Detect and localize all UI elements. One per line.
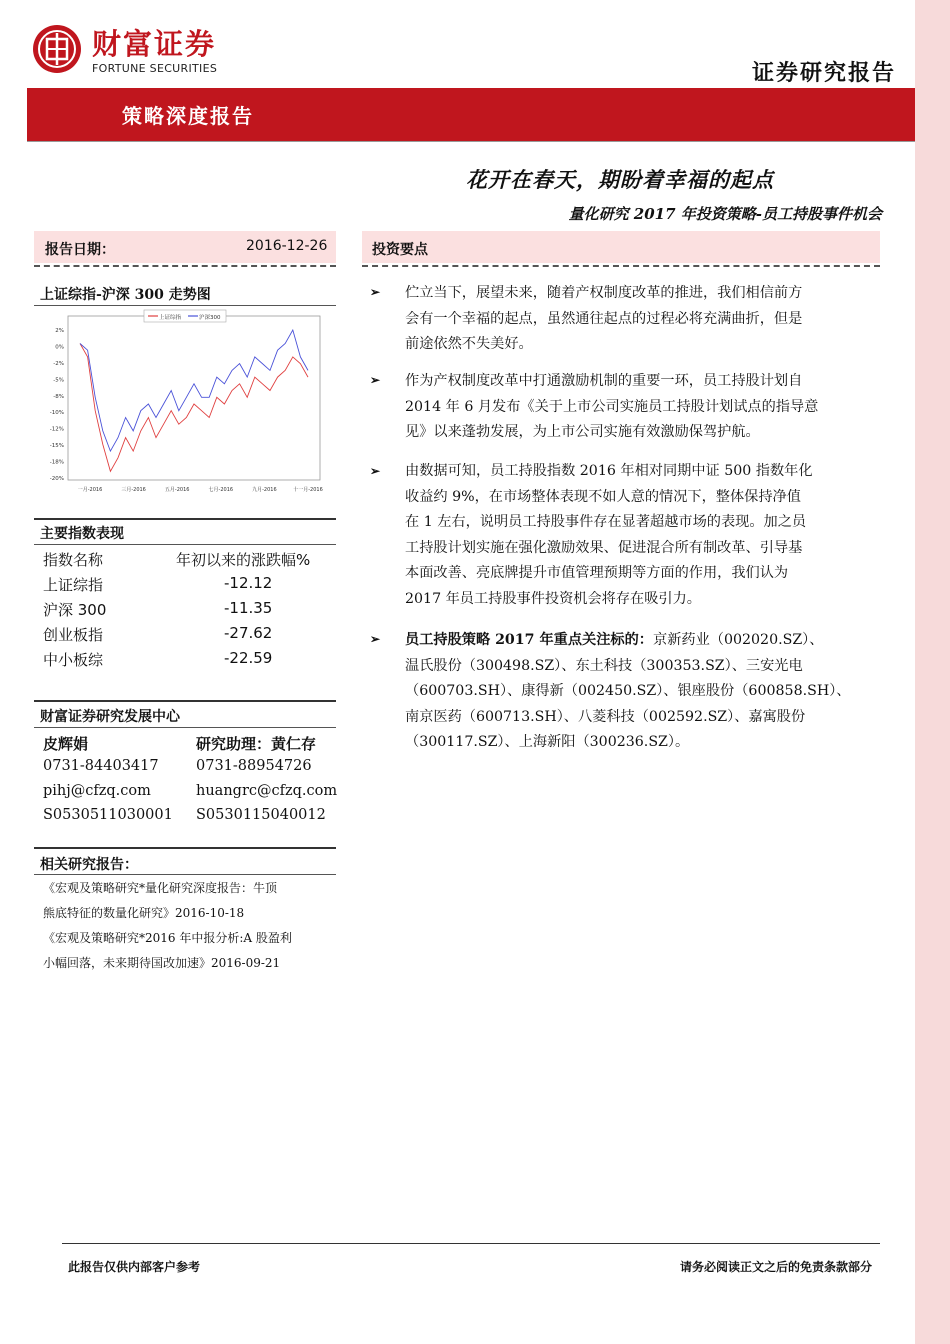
bullet-arrow-icon: ➢ — [370, 464, 381, 478]
y-tick-label: -5% — [53, 377, 64, 384]
text-line: 会有一个幸福的起点，虽然通往起点的过程必将充满曲折，但是 — [405, 310, 803, 327]
report-date-value: 2016-12-26 — [246, 238, 328, 254]
text-line: （300117.SZ）、上海新阳（300236.SZ）。 — [405, 734, 690, 750]
y-tick-label: 0% — [55, 344, 64, 351]
related-line[interactable]: 熊底特征的数量化研究》2016-10-18 — [43, 906, 245, 920]
chart-heading: 上证综指-沪深 300 走势图 — [40, 287, 211, 303]
related-list — [43, 876, 335, 976]
assistant-license: S0530115040012 — [196, 807, 326, 823]
text-line: 见》以来蓬勃发展，为上市公司实施有效激励保驾护航。 — [405, 424, 760, 440]
assistant-name: 研究助理：黄仁存 — [196, 735, 317, 753]
bullet-arrow-icon: ➢ — [370, 285, 381, 299]
index-change: -12.12 — [224, 574, 273, 592]
page-edge-strip — [915, 0, 950, 1344]
divider — [34, 518, 336, 520]
y-tick-label: -10% — [49, 410, 64, 417]
y-tick-label: 2% — [55, 328, 64, 334]
index-change: -22.59 — [224, 649, 273, 667]
footer-left: 此报告仅供内部客户参考 — [68, 1260, 201, 1274]
legend-label-hs300: 沪深300 — [199, 315, 221, 321]
related-line[interactable]: 《宏观及策略研究*量化研究深度报告：牛顶 — [43, 881, 278, 895]
focus-stocks-label: 员工持股策略 2017 年重点关注标的： — [405, 632, 653, 648]
x-tick-label: 七月-2016 — [208, 487, 234, 493]
divider — [34, 305, 336, 306]
banner-underline — [27, 141, 915, 142]
y-tick-label: -15% — [49, 443, 64, 450]
banner-label: 策略深度报告 — [122, 104, 254, 128]
key-point-3 — [405, 459, 873, 612]
report-type: 证券研究报告 — [751, 60, 896, 86]
key-point-2 — [405, 369, 873, 446]
text-line: 南京医药（600713.SH）、八菱科技（002592.SZ）、嘉寓股份 — [405, 708, 806, 725]
footer-rule — [62, 1243, 880, 1244]
divider — [34, 727, 336, 728]
divider — [34, 544, 336, 545]
y-tick-label: -2% — [53, 360, 64, 367]
divider — [362, 265, 880, 267]
brand-name-cn: 财富证券 — [92, 27, 217, 61]
text-line: 温氏股份（300498.SZ）、东土科技（300353.SZ）、三安光电 — [405, 657, 803, 674]
analyst-phone: 0731-84403417 — [43, 758, 159, 774]
assistant-phone: 0731-88954726 — [196, 758, 312, 774]
text-line: 工持股计划实施在强化激励效果、促进混合所有制改革、引导基 — [405, 539, 803, 556]
x-tick-label: 五月-2016 — [164, 487, 190, 493]
text-line: 2017 年员工持股事件投资机会将存在吸引力。 — [405, 590, 701, 607]
index-name: 创业板指 — [43, 626, 104, 644]
text-line: 2014 年 6 月发布《关于上市公司实施员工持股计划试点的指导意 — [405, 398, 819, 415]
analyst-name: 皮辉娟 — [43, 735, 89, 753]
legend-label-sh: 上证综指 — [159, 315, 182, 321]
assistant-email[interactable]: huangrc@cfzq.com — [196, 783, 338, 799]
related-line[interactable]: 小幅回落，未来期待国改加速》2016-09-21 — [43, 956, 281, 970]
divider — [34, 847, 336, 849]
index-change: -11.35 — [224, 599, 273, 617]
text-line: 伫立当下，展望未来，随着产权制度改革的推进，我们相信前方 — [405, 285, 803, 301]
divider — [34, 700, 336, 702]
index-name: 沪深 300 — [43, 601, 107, 619]
index-name: 上证综指 — [43, 576, 104, 594]
analyst-email[interactable]: pihj@cfzq.com — [43, 783, 151, 799]
text-line: （600703.SH）、康得新（002450.SZ）、银座股份（600858.SH）、 — [405, 683, 851, 699]
footer-right: 请务必阅读正文之后的免责条款部分 — [679, 1260, 872, 1274]
x-tick-label: 九月-2016 — [252, 487, 277, 493]
index-col-name-header: 指数名称 — [43, 551, 104, 569]
y-tick-label: -8% — [53, 393, 64, 400]
bullet-arrow-icon: ➢ — [370, 632, 381, 646]
brand-name-en: FORTUNE SECURITIES — [92, 62, 218, 75]
divider — [34, 265, 336, 267]
text-line: 本面改善、亮底牌提升市值管理预期等方面的作用，我们认为 — [405, 565, 789, 581]
index-table-heading: 主要指数表现 — [40, 526, 124, 542]
y-tick-label: -18% — [49, 459, 64, 466]
index-name: 中小板综 — [43, 651, 104, 669]
text-line: 收益约 9%，在市场整体表现不如人意的情况下，整体保持净值 — [405, 488, 801, 505]
text-line: 作为产权制度改革中打通激励机制的重要一环，员工持股计划自 — [405, 373, 803, 389]
key-point-4 — [405, 628, 873, 756]
x-tick-label: 一月-2016 — [77, 487, 103, 493]
index-trend-chart — [40, 308, 325, 498]
text-line: 在 1 左右，说明员工持股事件存在显著超越市场的表现。加之员 — [405, 514, 807, 530]
x-tick-label: 三月-2016 — [121, 487, 146, 493]
focus-stocks-text: 京新药业（002020.SZ）、 — [653, 632, 824, 648]
index-col-change-header: 年初以来的涨跌幅% — [176, 551, 311, 569]
y-tick-label: -12% — [49, 426, 64, 433]
contacts-heading: 财富证券研究发展中心 — [40, 709, 180, 725]
divider — [34, 874, 336, 875]
report-title: 花开在春天，期盼着幸福的起点 — [466, 167, 774, 192]
text-line: 前途依然不失美好。 — [405, 336, 533, 352]
key-points-heading: 投资要点 — [372, 242, 428, 258]
index-change: -27.62 — [224, 624, 273, 642]
text-line: 由数据可知，员工持股指数 2016 年相对同期中证 500 指数年化 — [405, 463, 813, 479]
related-line[interactable]: 《宏观及策略研究*2016 年中报分析:A 股盈利 — [43, 931, 292, 945]
related-heading: 相关研究报告： — [40, 857, 138, 873]
key-points-heading-box — [362, 231, 880, 263]
x-tick-label: 十一月-2016 — [293, 487, 323, 493]
report-date-label: 报告日期： — [45, 242, 115, 258]
bullet-arrow-icon: ➢ — [370, 373, 381, 387]
key-point-1 — [405, 281, 873, 358]
analyst-license: S0530511030001 — [43, 807, 173, 823]
company-logo-icon — [32, 24, 82, 74]
report-subtitle: 量化研究 2017 年投资策略-员工持股事件机会 — [568, 205, 882, 223]
y-tick-label: -20% — [49, 476, 64, 482]
text-line — [405, 628, 873, 654]
